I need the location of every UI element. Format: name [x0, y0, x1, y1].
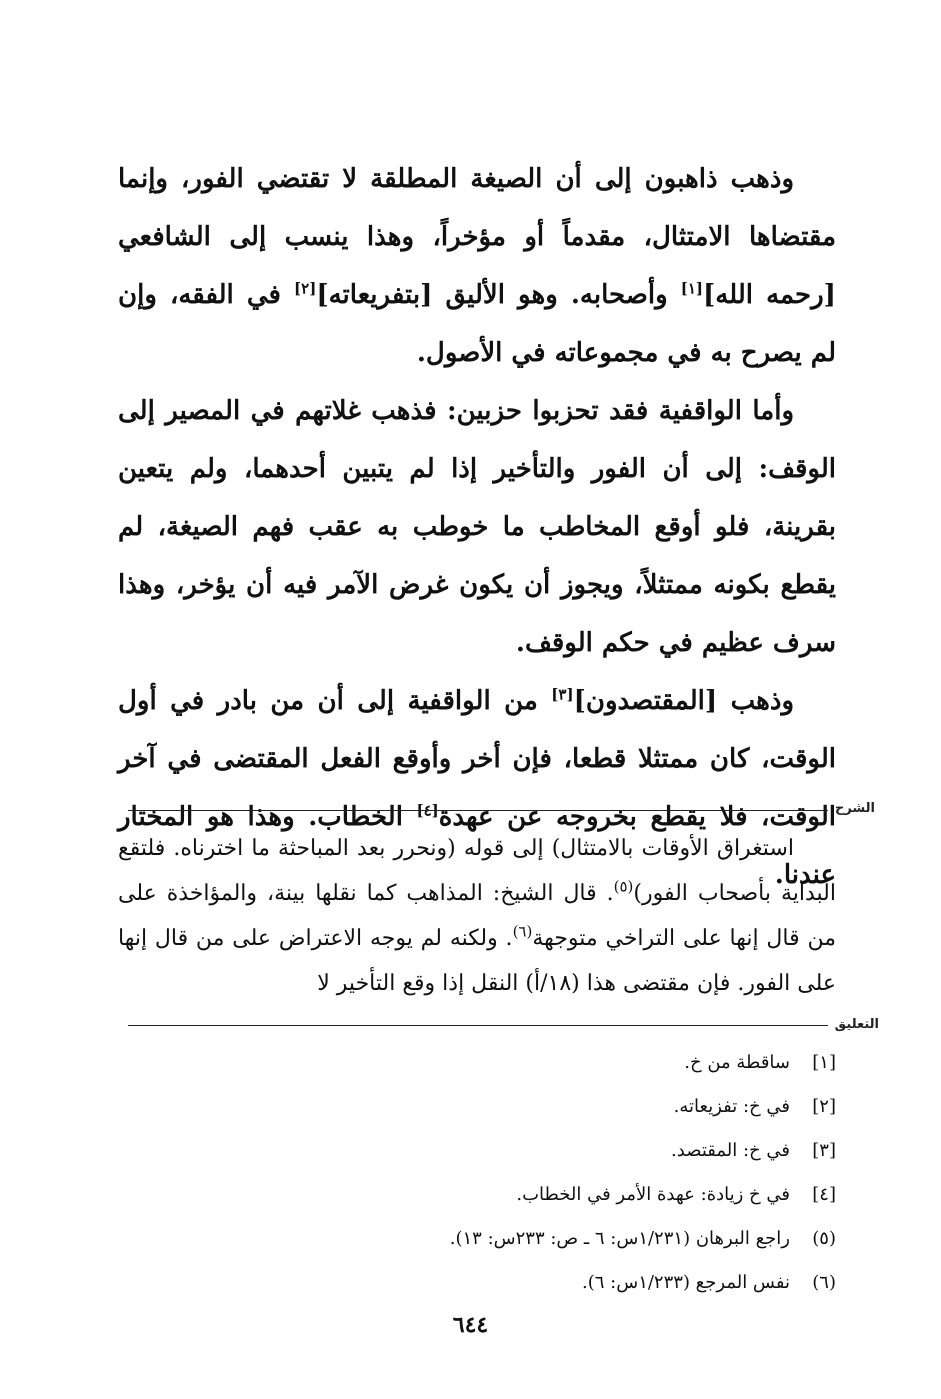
footnote-text: في خ زيادة: عهدة الأمر في الخطاب.	[516, 1183, 790, 1205]
sharh-divider	[128, 810, 828, 811]
main-text-segment: وذهب [المقتصدون]	[573, 686, 794, 716]
footnote-text: في خ: المقتصد.	[671, 1139, 790, 1161]
footnote-ref-2[interactable]: [٢]	[294, 279, 317, 298]
main-paragraph-1	[118, 150, 836, 382]
sharh-text-segment: استغراق الأوقات بالامتثال) إلى قوله (ونحرر بعد المباحثة ما اخترناه. فلتقع البداية بأصحاب الفور)	[118, 836, 836, 906]
page-number: ٦٤٤	[452, 1312, 489, 1338]
taliq-label: التعليق	[834, 1017, 879, 1032]
footnote-ref-1[interactable]: [١]	[680, 279, 703, 298]
footnotes-list	[118, 1040, 836, 1304]
main-paragraph-2: وأما الواقفية فقد تحزبوا حزبين: فذهب غلاتهم في المصير إلى الوقف: إلى أن الفور والتأخير إذا لم يتبين أحدهما، ولم يتعين بقرينة، فلو أوقع المخاطب ما خوطب به عقب فهم الصيغة، لم يقطع بكونه ممتثلاً، ويجوز أن يكون غرض الآمر فيه أن يؤخر، وهذا سرف عظيم في حكم الوقف.	[118, 396, 836, 658]
sharh-text	[118, 826, 836, 1006]
footnote-text: راجع البرهان (١/٢٣١س: ٦ ـ ص: ٢٣٣س: ١٣).	[449, 1227, 790, 1249]
footnote-item	[118, 1040, 836, 1084]
sharh-paragraph	[118, 826, 836, 1006]
sharh-text-segment: . قال الشيخ: المذاهب كما نقلها بينة، والمؤاخذة على من قال إنها على التراخي متوجهة	[118, 881, 836, 951]
footnote-ref-4[interactable]: [٤]	[416, 801, 439, 820]
footnote-ref-3[interactable]: [٣]	[551, 685, 574, 704]
footnote-ref-6[interactable]: (٦)	[512, 922, 533, 941]
footnote-number: (٦)	[812, 1271, 836, 1293]
footnote-ref-5[interactable]: (٥)	[613, 877, 634, 896]
main-text-segment: وذهب ذاهبون إلى أن الصيغة المطلقة لا تقتضي الفور، وإنما مقتضاها الامتثال، مقدماً أو مؤخراً، وهذا ينسب إلى الشافعي [رحمه الله]	[118, 164, 836, 310]
footnote-item	[118, 1172, 836, 1216]
footnote-item	[118, 1084, 836, 1128]
footnote-item	[118, 1128, 836, 1172]
main-text	[118, 150, 836, 904]
footnote-text: في خ: تفزيعاته.	[673, 1095, 790, 1117]
footnote-number: [٤]	[812, 1183, 836, 1205]
footnote-text: نفس المرجع (١/٢٣٣س: ٦).	[582, 1271, 790, 1293]
footnote-number: (٥)	[812, 1227, 836, 1249]
footnote-number: [٣]	[812, 1139, 836, 1161]
main-text-segment: من الواقفية إلى أن من بادر في أول الوقت، كان ممتثلا قطعا، فإن أخر وأوقع الفعل المقتضى في آخر الوقت، فلا يقطع بخروجه عن عهدة	[118, 686, 836, 832]
footnote-number: [١]	[812, 1051, 836, 1073]
sharh-text-segment: . ولكنه لم يوجه الاعتراض على من قال إنها على الفور. فإن مقتضى هذا (١٨/أ) النقل إذا وقع التأخير لا	[118, 926, 836, 996]
main-text-segment: في الفقه، وإن لم يصرح به في مجموعاته في الأصول.	[118, 280, 836, 368]
footnote-item	[118, 1216, 836, 1260]
sharh-label: الشرح	[834, 801, 875, 816]
taliq-divider	[128, 1025, 828, 1026]
main-text-segment: وأصحابه. وهو الأليق [بتفريعاته]	[316, 280, 681, 310]
footnote-item	[118, 1260, 836, 1304]
footnote-text: ساقطة من خ.	[684, 1051, 790, 1073]
main-text-segment: الخطاب. وهذا هو المختار عندنا.	[118, 802, 836, 890]
footnote-number: [٢]	[812, 1095, 836, 1117]
